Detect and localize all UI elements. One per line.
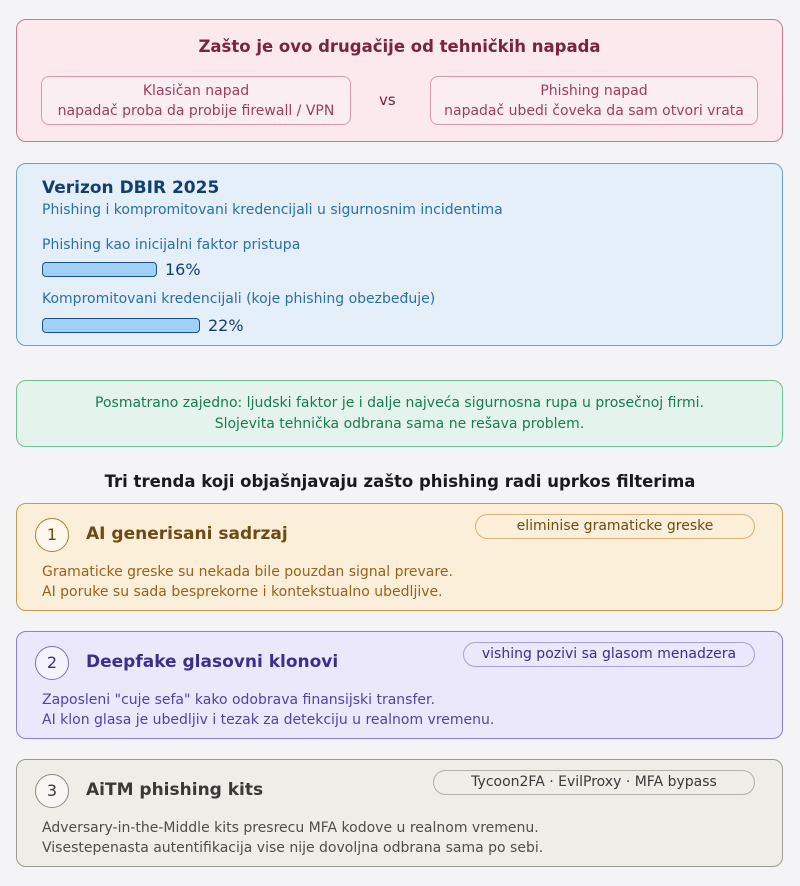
dbir-title: Verizon DBIR 2025 xyxy=(42,178,220,198)
trend-description xyxy=(42,818,543,858)
trend-card-aitm-kits xyxy=(16,759,783,867)
classic-attack-box xyxy=(41,76,351,125)
stat-bar-initial-access xyxy=(42,262,157,277)
summary-line-2: Slojevita tehnička odbrana sama ne rešava problem. xyxy=(214,416,585,432)
trend-description-line-1: Adversary-in-the-Middle kits presrecu MFA kodove u realnom vremenu. xyxy=(42,820,539,836)
trend-number-badge: 3 xyxy=(35,774,69,808)
stat-value-credentials: 22% xyxy=(208,316,244,335)
trend-title: AiTM phishing kits xyxy=(86,780,264,800)
phishing-attack-box xyxy=(430,76,758,125)
stat-label-initial-access: Phishing kao inicijalni faktor pristupa xyxy=(42,237,301,253)
dbir-panel xyxy=(16,163,783,346)
trend-card-ai-content xyxy=(16,503,783,611)
dbir-subtitle: Phishing i kompromitovani kredencijali u sigurnosnim incidentima xyxy=(42,202,503,218)
trend-tag: eliminise gramaticke greske xyxy=(475,514,755,539)
trend-title: Deepfake glasovni klonovi xyxy=(86,652,339,672)
trend-number-badge: 2 xyxy=(35,646,69,680)
phishing-attack-text: napadač ubedi čoveka da sam otvori vrata xyxy=(444,103,744,119)
comparison-panel xyxy=(16,19,783,142)
trend-description-line-1: Zaposleni "cuje sefa" kako odobrava finansijski transfer. xyxy=(42,692,435,708)
stat-bar-credentials xyxy=(42,318,200,333)
stat-value-initial-access: 16% xyxy=(165,260,201,279)
classic-attack-title: Klasičan napad xyxy=(142,83,250,99)
classic-attack-text: napadač proba da probije firewall / VPN xyxy=(57,103,335,119)
trend-tag: vishing pozivi sa glasom menadzera xyxy=(463,642,755,667)
trend-title: AI generisani sadrzaj xyxy=(86,524,288,544)
trend-description xyxy=(42,690,494,730)
stat-label-credentials: Kompromitovani kredencijali (koje phishing obezbeđuje) xyxy=(42,291,436,307)
phishing-attack-title: Phishing napad xyxy=(540,83,648,99)
trend-number-badge: 1 xyxy=(35,518,69,552)
summary-panel xyxy=(16,380,783,447)
trend-description-line-2: Visestepenasta autentifikacija vise nije dovoljna odbrana sama po sebi. xyxy=(42,840,544,856)
trend-description xyxy=(42,562,453,602)
section-title: Tri trenda koji objašnjavaju zašto phishing radi uprkos filterima xyxy=(104,472,696,491)
trend-tag: Tycoon2FA · EvilProxy · MFA bypass xyxy=(433,770,755,795)
trend-description-line-2: AI klon glasa je ubedljiv i tezak za detekciju u realnom vremenu. xyxy=(42,712,495,728)
trend-description-line-2: AI poruke su sada besprekorne i kontekstualno ubedljive. xyxy=(42,584,443,600)
comparison-title: Zašto je ovo drugačije od tehničkih napada xyxy=(198,37,601,56)
summary-line-1: Posmatrano zajedno: ljudski faktor je i dalje najveća sigurnosna rupa u prosečnoj firmi. xyxy=(95,395,704,411)
vs-label: vs xyxy=(379,91,396,109)
trend-card-deepfake-voice xyxy=(16,631,783,739)
trend-description-line-1: Gramaticke greske su nekada bile pouzdan signal prevare. xyxy=(42,564,453,580)
